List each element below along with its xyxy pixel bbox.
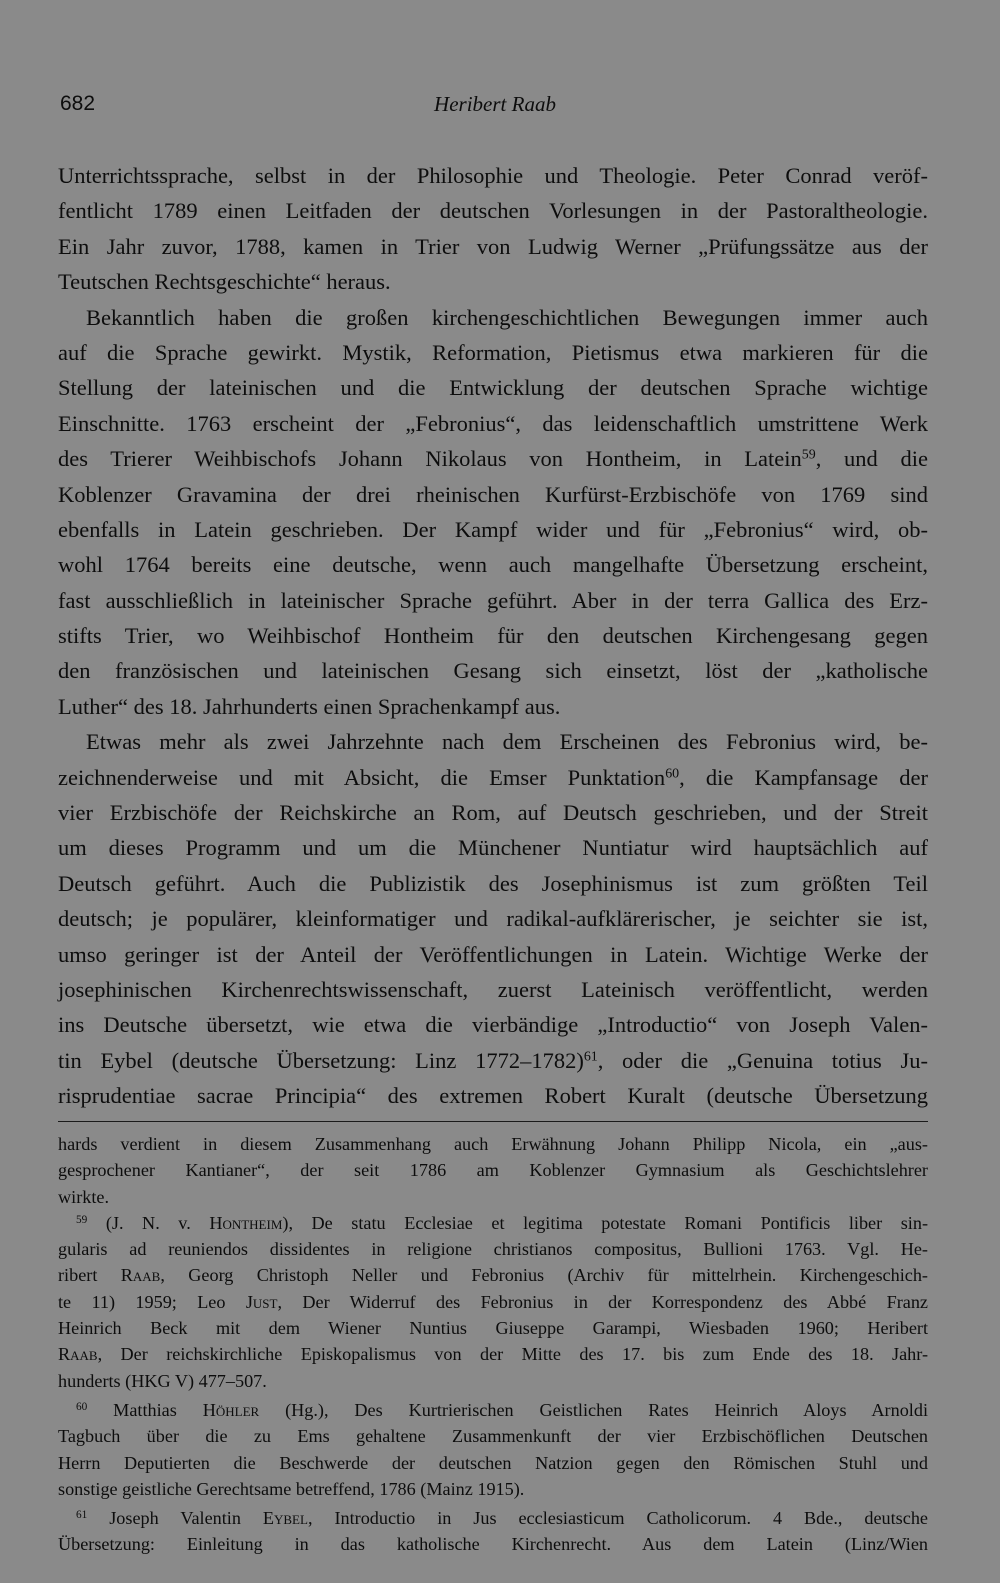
text-span: , und die — [815, 446, 928, 472]
text-line: Unterrichtssprache, selbst in der Philosophie und Theologie. Peter Conrad veröf- — [58, 163, 928, 188]
text-span: , Der Widerruf des Febronius in der Korrespondenz des Abbé Franz — [277, 1291, 928, 1312]
text-line: Deutsch geführt. Auch die Publizistik des Josephinismus ist zum größten Teil — [58, 870, 928, 896]
text-line: auf die Sprache gewirkt. Mystik, Reformation, Pietismus etwa markieren für die — [58, 339, 928, 365]
text-span: , Introductio in Jus ecclesiasticum Catholicorum. 4 Bde., deutsche — [307, 1508, 928, 1529]
text-line: um dieses Programm und um die Münchener Nuntiatur wird hauptsächlich auf — [58, 835, 928, 861]
text-line: Stellung der lateinischen und die Entwicklung der deutschen Sprache wichtige — [58, 375, 928, 401]
text-line: Luther“ des 18. Jahrhunderts einen Sprachenkampf aus. — [58, 693, 561, 719]
text-span: tin Eybel (deutsche Übersetzung: Linz 1772–1782) — [58, 1047, 584, 1073]
footnote-line: sonstige geistliche Gerechtsame betreffend, 1786 (Mainz 1915). — [58, 1478, 525, 1499]
text-line: den französischen und lateinischen Gesang sich einsetzt, löst der „katholische — [58, 658, 928, 684]
text-span: Joseph Valentin — [87, 1508, 263, 1529]
footnotes — [58, 1131, 928, 1558]
footnote-ref-61[interactable]: 61 — [583, 1049, 598, 1065]
text-line: Teutschen Rechtsgeschichte“ heraus. — [58, 269, 391, 295]
footnote-line: Herrn Deputierten die Beschwerde der deutschen Natzion gegen den Römischen Stuhl und — [58, 1452, 928, 1473]
text-span: , Georg Christoph Neller und Febronius (Archiv für mittelrhein. Kirchengeschich- — [160, 1265, 928, 1286]
text-line: fentlicht 1789 einen Leitfaden der deutschen Vorlesungen in der Pastoraltheologie. — [58, 198, 928, 224]
text-span: des Trierer Weihbischofs Johann Nikolaus von Hontheim, in Latein — [58, 446, 802, 472]
text-span: zeichnenderweise und mit Absicht, die Emser Punktation — [58, 764, 666, 790]
footnote-line — [58, 1289, 928, 1315]
author-name: Höhler — [202, 1399, 260, 1420]
text-line: Etwas mehr als zwei Jahrzehnte nach dem Erscheinen des Febronius wird, be- — [86, 729, 928, 755]
author-name: Raab — [120, 1265, 161, 1286]
text-line: wohl 1764 bereits eine deutsche, wenn auch mangelhafte Übersetzung erscheint, — [58, 552, 928, 578]
footnote-line: gesprochener Kantianer“, der seit 1786 am Koblenzer Gymnasium als Geschichtslehrer — [58, 1160, 928, 1181]
footnote-ref-59[interactable]: 59 — [801, 447, 816, 463]
text-line: josephinischen Kirchenrechtswissenschaft, zuerst Lateinisch veröffentlicht, werden — [58, 976, 928, 1002]
author-name: Hontheim — [209, 1212, 283, 1233]
text-line: fast ausschließlich in lateinischer Sprache geführt. Aber in der terra Gallica des Erz- — [58, 587, 928, 613]
footnote-60 — [58, 1397, 928, 1423]
footnote-line: Übersetzung: Einleitung in das katholische Kirchenrecht. Aus dem Latein (Linz/Wien — [58, 1534, 928, 1555]
footnote-separator — [58, 1121, 928, 1122]
text-span: , Der reichskirchliche Episkopalismus von der Mitte des 17. bis zum Ende des 18. Jahr- — [97, 1344, 928, 1365]
text-line: ins Deutsche übersetzt, wie etwa die vierbändige „Introductio“ von Joseph Valen- — [58, 1012, 928, 1038]
footnote-number: 61 — [76, 1508, 88, 1521]
page-number: 682 — [60, 92, 96, 115]
running-head-author: Heribert Raab — [434, 92, 556, 116]
author-name: Just — [245, 1291, 278, 1312]
text-span: Matthias — [87, 1399, 203, 1420]
footnote-ref-60[interactable]: 60 — [665, 765, 680, 781]
text-line — [58, 760, 928, 795]
text-line: umso geringer ist der Anteil der Veröffentlichungen in Latein. Wichtige Werke der — [58, 941, 928, 967]
text-span: te 11) 1959; Leo — [58, 1291, 246, 1312]
footnote-61 — [58, 1505, 928, 1531]
text-span: ribert — [58, 1265, 121, 1286]
text-line: ebenfalls in Latein geschrieben. Der Kampf wider und für „Febronius“ wird, ob- — [58, 516, 928, 542]
text-line — [58, 441, 928, 476]
text-line: Ein Jahr zuvor, 1788, kamen in Trier von Ludwig Werner „Prüfungssätze aus der — [58, 233, 928, 259]
text-line: stifts Trier, wo Weihbischof Hontheim für den deutschen Kirchengesang gegen — [58, 623, 928, 649]
footnote-line: Heinrich Beck mit dem Wiener Nuntius Giuseppe Garampi, Wiesbaden 1960; Heribert — [58, 1318, 928, 1339]
page-header — [60, 92, 930, 124]
text-line — [58, 1043, 928, 1078]
text-span: , oder die „Genuina totius Ju- — [597, 1047, 928, 1073]
footnote-number: 60 — [76, 1400, 88, 1413]
text-line: Koblenzer Gravamina der drei rheinischen Kurfürst-Erzbischöfe von 1769 sind — [58, 481, 928, 507]
footnote-number: 59 — [76, 1213, 88, 1226]
footnote-line: Tagbuch über die zu Ems gehaltene Zusammenkunft der vier Erzbischöflichen Deutschen — [58, 1426, 928, 1447]
footnote-line — [58, 1341, 928, 1367]
text-span: ), De statu Ecclesiae et legitima potestate Romani Pontificis liber sin- — [282, 1212, 929, 1233]
main-text — [58, 158, 928, 1114]
text-span: (Hg.), Des Kurtrierischen Geistlichen Rates Heinrich Aloys Arnoldi — [259, 1399, 928, 1420]
text-line: vier Erzbischöfe der Reichskirche an Rom, auf Deutsch geschrieben, und der Streit — [58, 800, 928, 826]
footnote-line: wirkte. — [58, 1186, 110, 1207]
footnote-line: hards verdient in diesem Zusammenhang auch Erwähnung Johann Philipp Nicola, ein „aus- — [58, 1134, 928, 1154]
author-name: Raab — [58, 1344, 98, 1365]
footnote-line — [58, 1262, 928, 1288]
text-line: risprudentiae sacrae Principia“ des extremen Robert Kuralt (deutsche Übersetzung — [58, 1083, 928, 1109]
footnote-line: gularis ad reuniendos dissidentes in religione christianos compositus, Bullioni 1763. Vgl. He- — [58, 1239, 928, 1260]
author-name: Eybel — [262, 1508, 308, 1529]
footnote-line: hunderts (HKG V) 477–507. — [58, 1370, 267, 1391]
footnote-59 — [58, 1210, 928, 1236]
text-line: deutsch; je populärer, kleinformatiger und radikal-aufklärerischer, je seichter sie ist, — [58, 906, 928, 932]
text-line: Einschnitte. 1763 erscheint der „Febronius“, das leidenschaftlich umstrittene Werk — [58, 410, 928, 436]
text-line: Bekanntlich haben die großen kirchengeschichtlichen Bewegungen immer auch — [86, 304, 928, 330]
text-span: , die Kampfansage der — [679, 764, 928, 790]
text-span: (J. N. v. — [105, 1212, 210, 1233]
